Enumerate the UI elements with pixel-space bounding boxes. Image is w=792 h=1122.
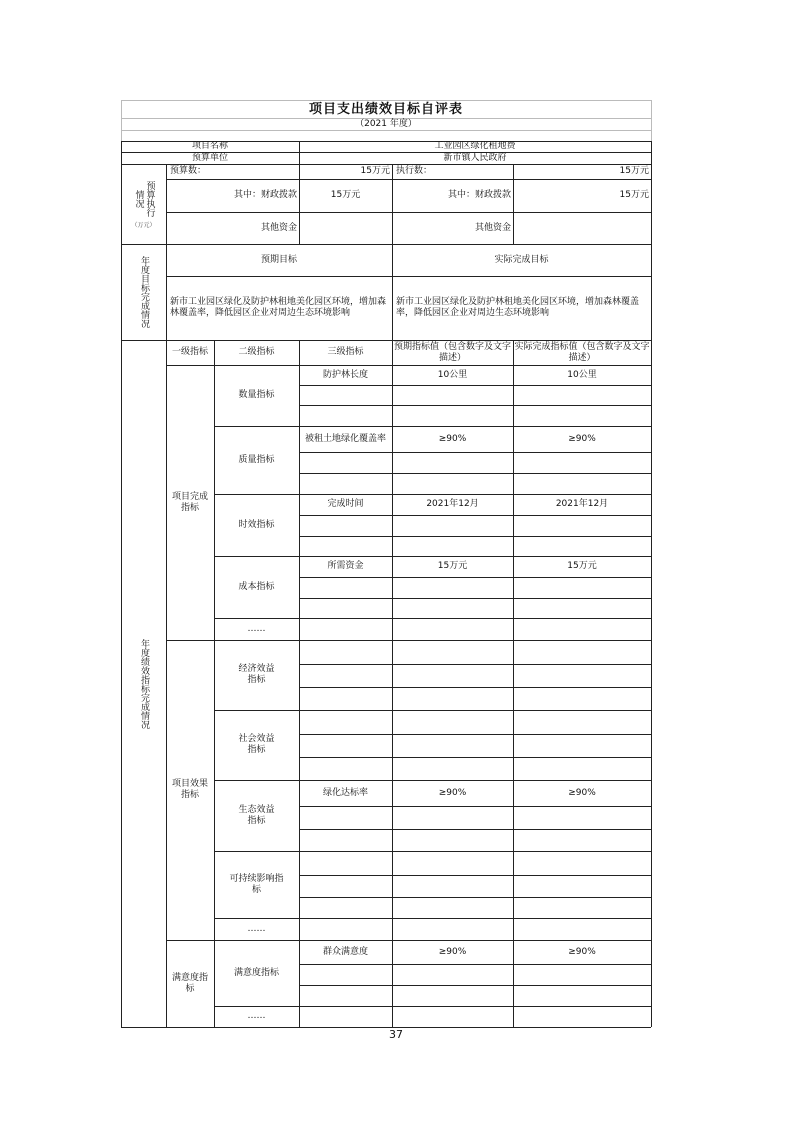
- public-satisfaction-expected: ≥90%: [438, 946, 467, 957]
- satisfaction-ellipsis: ……: [247, 1011, 266, 1021]
- coverage-rate-expected: ≥90%: [438, 433, 467, 444]
- indicators-section-label: 年度绩效指标完成情况: [139, 638, 149, 729]
- project-name-label: 项目名称: [191, 141, 228, 151]
- cost-indicator: 成本指标: [238, 581, 275, 592]
- actual-goal-text: 新市工业园区绿化及防护林租地美化园区环境，增加森林覆盖率，降低园区企业对周边生态环境影响: [396, 297, 640, 318]
- fiscal-budget-value: 15万元: [330, 190, 361, 200]
- expected-goal-text: 新市工业园区绿化及防护林租地美化园区环境，增加森林覆盖率，降低园区企业对周边生态环境影响: [170, 297, 387, 318]
- goals-section-label: 年度目标完成情况: [139, 256, 149, 328]
- satisfaction-indicator: 满意度指标: [233, 967, 279, 978]
- completion-time-expected: 2021年12月: [426, 499, 479, 509]
- budget-section: [121, 164, 166, 244]
- fiscal-exec-value: 15万元: [619, 190, 649, 200]
- exec-amount-value: 15万元: [619, 166, 649, 176]
- social-indicator: 社会效益指标: [238, 734, 275, 755]
- budget-amount-label: 预算数：: [170, 166, 207, 176]
- completion-ellipsis: ……: [247, 623, 266, 634]
- header-level1: 一级指标: [171, 347, 208, 357]
- actual-goal-header: 实际完成目标: [494, 254, 549, 265]
- fiscal-exec-label: 其中：财政拨款: [447, 190, 511, 200]
- greening-rate-actual: ≥90%: [568, 787, 596, 798]
- completion-time-actual: 2021年12月: [555, 499, 609, 509]
- form-year: （2021 年度）: [355, 118, 417, 129]
- budget-section-label: 预算执行情况: [133, 180, 155, 217]
- project-name-value: 工业园区绿化租地费: [434, 141, 516, 151]
- satisfaction-group: 满意度指标: [172, 972, 209, 994]
- quantity-indicator: 数量指标: [238, 390, 275, 400]
- header-actual-value: 实际完成指标值（包含数字及文字描述）: [514, 341, 650, 363]
- indicators-section: [121, 340, 166, 1027]
- greening-rate-expected: ≥90%: [438, 787, 467, 798]
- timeliness-indicator: 时效指标: [238, 519, 275, 530]
- other-funds-exec-label: 其他资金: [474, 222, 511, 233]
- expected-goal-header: 预期目标: [260, 254, 297, 265]
- effect-indicators: 项目效果指标: [171, 779, 208, 800]
- budget-unit-note: （万元）: [131, 221, 156, 229]
- economic-indicator: 经济效益指标: [238, 664, 275, 685]
- completion-indicators: 项目完成指标: [171, 491, 208, 513]
- header-expected-value: 预期指标值（包含数字及文字描述）: [393, 341, 511, 363]
- required-funds-expected: 15万元: [437, 561, 468, 571]
- sustainable-indicator: 可持续影响指标: [229, 873, 284, 895]
- forest-length-expected: 10公里: [437, 369, 468, 380]
- self-evaluation-form: [121, 100, 651, 1028]
- exec-amount-label: 执行数：: [396, 166, 433, 176]
- completion-time-name: 完成时间: [327, 499, 364, 509]
- effect-ellipsis: ……: [247, 923, 266, 934]
- header-level3: 三级指标: [327, 347, 364, 357]
- coverage-rate-name: 被租土地绿化覆盖率: [304, 433, 386, 444]
- forest-length-actual: 10公里: [567, 369, 597, 380]
- quality-indicator: 质量指标: [238, 454, 275, 465]
- ecological-indicator: 生态效益指标: [238, 804, 275, 826]
- other-funds-label: 其他资金: [260, 222, 297, 233]
- required-funds-actual: 15万元: [567, 561, 597, 571]
- form-title: 项目支出绩效目标自评表: [308, 101, 463, 117]
- budget-unit-label: 预算单位: [191, 152, 228, 163]
- header-level2: 二级指标: [238, 347, 275, 357]
- coverage-rate-actual: ≥90%: [568, 433, 596, 444]
- public-satisfaction-actual: ≥90%: [568, 946, 596, 957]
- budget-amount-value: 15万元: [360, 166, 390, 176]
- page-number: 37: [389, 1028, 403, 1041]
- goals-section: [121, 244, 166, 340]
- fiscal-budget-label: 其中：财政拨款: [233, 190, 297, 200]
- public-satisfaction-name: 群众满意度: [322, 946, 368, 957]
- greening-rate-name: 绿化达标率: [322, 787, 368, 798]
- required-funds-name: 所需资金: [327, 561, 364, 571]
- budget-unit-value: 新市镇人民政府: [443, 152, 507, 163]
- forest-length-name: 防护林长度: [322, 369, 368, 380]
